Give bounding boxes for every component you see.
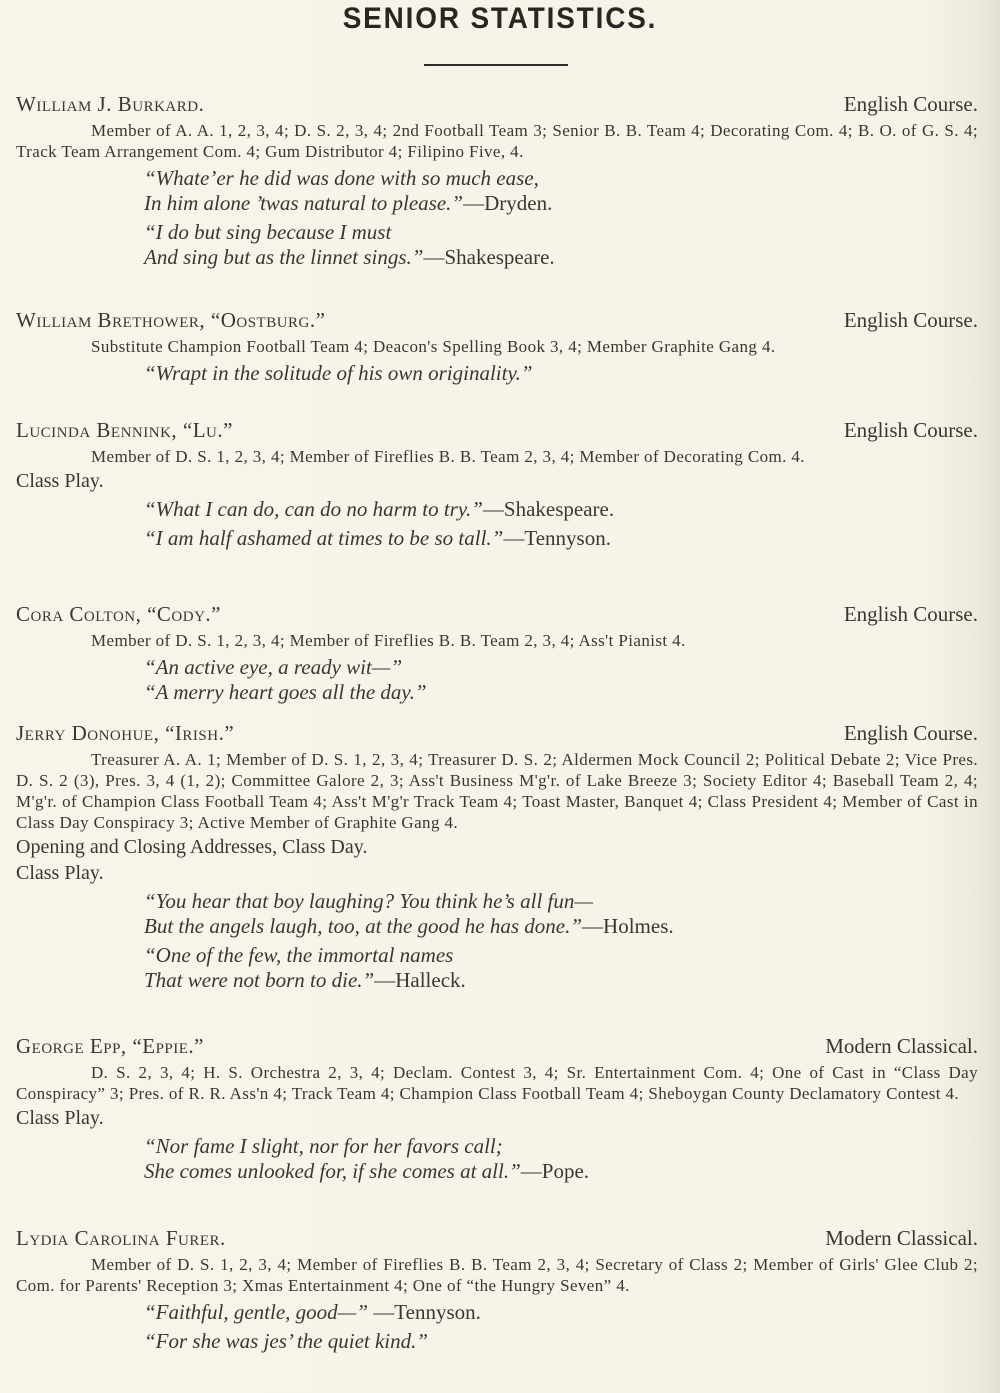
quote-text: In him alone ’twas natural to please.” (144, 191, 464, 215)
quote-line (144, 1159, 978, 1184)
activities-text: Treasurer A. A. 1; Member of D. S. 1, 2, 3, 4; Treasurer D. S. 2; Aldermen Mock Council 2; Political Debate 2; Vice Pres. D. S. 2 (3), Pres. 3, 4 (1, 2); Committee Galore 2, 3; Ass't Business M'g'r. of Lake Breeze 3; Society Editor 4; Baseball Team 2, 4; M'g'r. of Champion Class Football Team 4; Ass't M'g'r Track Team 4; Toast Master, Banquet 4; Class President 4; Member of Cast in Class Day Conspiracy 3; Active Member of Graphite Gang 4. (16, 750, 978, 832)
quote-text: “For she was jes’ the quiet kind.” (144, 1329, 429, 1353)
student-name: Lydia Carolina Furer. (16, 1226, 226, 1250)
course-name: English Course. (843, 418, 978, 442)
quote-text: “What I can do, can do no harm to try.” (144, 497, 483, 521)
quote-line (144, 220, 978, 245)
quote-author: —Shakespeare. (423, 245, 555, 269)
quotation (144, 166, 978, 216)
quote-text: “Whate’er he did was done with so much ease, (144, 166, 539, 190)
quote-author: —Shakespeare. (482, 497, 615, 521)
quote-text: She comes unlooked for, if she comes at all.” (144, 1159, 521, 1183)
entry-header (16, 92, 978, 118)
quote-line (144, 968, 978, 993)
quote-line (144, 1300, 978, 1325)
page-title: SENIOR STATISTICS. (342, 2, 658, 35)
quote-line (144, 166, 978, 191)
quote-text: “A merry heart goes all the day.” (144, 680, 427, 704)
quote-line (144, 680, 978, 705)
quote-line (144, 191, 978, 216)
quote-line (144, 943, 978, 968)
student-name: William Brethower, “Oostburg.” (16, 308, 326, 332)
quote-text: “One of the few, the immortal names (144, 943, 454, 967)
student-name: Lucinda Bennink, “Lu.” (16, 418, 233, 442)
quote-line (144, 497, 978, 522)
title-divider (424, 64, 568, 66)
quote-text: “An active eye, a ready wit—” (144, 655, 403, 679)
quotation (144, 655, 978, 705)
quote-line (144, 889, 978, 914)
activities-text: Member of D. S. 1, 2, 3, 4; Member of Fireflies B. B. Team 2, 3, 4; Member of Decorating Com. 4. (91, 447, 805, 466)
senior-entry (16, 1034, 978, 1184)
quote-line (144, 914, 978, 939)
quotation (144, 1329, 978, 1354)
quote-text: And sing but as the linnet sings.” (144, 245, 424, 269)
entry-header (16, 602, 978, 628)
quotation (144, 361, 978, 386)
course-name: English Course. (843, 602, 978, 626)
quote-line (144, 655, 978, 680)
quote-author: —Holmes. (582, 914, 674, 938)
quotation (144, 220, 978, 270)
quote-text: But the angels laugh, too, at the good he has done.” (144, 914, 583, 938)
course-name: English Course. (843, 721, 978, 745)
senior-entry (16, 418, 978, 551)
quotation (144, 497, 978, 522)
course-name: Modern Classical. (825, 1226, 978, 1250)
quote-line (144, 526, 978, 551)
quote-text: That were not born to die.” (144, 968, 375, 992)
activities-text: Member of D. S. 1, 2, 3, 4; Member of Fireflies B. B. Team 2, 3, 4; Ass't Pianist 4. (91, 631, 686, 650)
quote-text: “I do but sing because I must (144, 220, 392, 244)
quote-text: “Wrapt in the solitude of his own originality.” (144, 361, 533, 385)
activities-text: Member of D. S. 1, 2, 3, 4; Member of Fireflies B. B. Team 2, 3, 4; Secretary of Class 2; Member of Girls' Glee Club 2; Com. for Parents' Reception 3; Xmas Entertainment 4; One of “the Hungry Seven” 4. (16, 1255, 978, 1295)
extra-note: Class Play. (16, 862, 104, 884)
student-name: Jerry Donohue, “Irish.” (16, 721, 235, 745)
quote-author: —Dryden. (463, 191, 553, 215)
quote-text: “You hear that boy laughing? You think he’s all fun— (144, 889, 594, 913)
quotation (144, 1134, 978, 1184)
student-name: George Epp, “Eppie.” (16, 1034, 204, 1058)
senior-entry (16, 721, 978, 993)
senior-entry (16, 1226, 978, 1354)
senior-entry (16, 602, 978, 705)
entry-header (16, 308, 978, 334)
course-name: Modern Classical. (825, 1034, 978, 1058)
quote-line (144, 245, 978, 270)
activities-text: Member of A. A. 1, 2, 3, 4; D. S. 2, 3, 4; 2nd Football Team 3; Senior B. B. Team 4; Decorating Com. 4; B. O. of G. S. 4; Track Team Arrangement Com. 4; Gum Distributor 4; Filipino Five, 4. (16, 121, 978, 161)
activities-text: D. S. 2, 3, 4; H. S. Orchestra 2, 3, 4; Declam. Contest 3, 4; Sr. Entertainment Com. 4; One of Cast in “Class Day Conspiracy” 3; Pres. of R. R. Ass'n 4; Track Team 4; Champion Class Football Team 4; Sheboygan County Declamatory Contest 4. (16, 1063, 978, 1103)
student-name: Cora Colton, “Cody.” (16, 602, 222, 626)
entry-header (16, 1034, 978, 1060)
extra-note: Opening and Closing Addresses, Class Day. (16, 836, 368, 858)
quotation (144, 1300, 978, 1325)
course-name: English Course. (843, 308, 978, 332)
quote-text: “Nor fame I slight, nor for her favors call; (144, 1134, 503, 1158)
quotation (144, 526, 978, 551)
quote-text: “I am half ashamed at times to be so tall.” (144, 526, 504, 550)
activities-text: Substitute Champion Football Team 4; Deacon's Spelling Book 3, 4; Member Graphite Gang 4. (91, 337, 776, 356)
student-name: William J. Burkard. (16, 92, 205, 116)
quote-author: —Tennyson. (368, 1300, 481, 1324)
quote-line (144, 1329, 978, 1354)
entry-header (16, 1226, 978, 1252)
quote-author: —Halleck. (374, 968, 466, 992)
senior-entry (16, 308, 978, 386)
entry-header (16, 721, 978, 747)
quote-line (144, 1134, 978, 1159)
quote-author: —Pope. (520, 1159, 590, 1183)
course-name: English Course. (843, 92, 978, 116)
extra-note: Class Play. (16, 470, 104, 492)
quotation (144, 889, 978, 939)
entry-header (16, 418, 978, 444)
quote-author: —Tennyson. (503, 526, 611, 550)
extra-note: Class Play. (16, 1107, 104, 1129)
quote-text: “Faithful, gentle, good—” (144, 1300, 369, 1324)
quote-line (144, 361, 978, 386)
quotation (144, 943, 978, 993)
senior-entry (16, 92, 978, 270)
